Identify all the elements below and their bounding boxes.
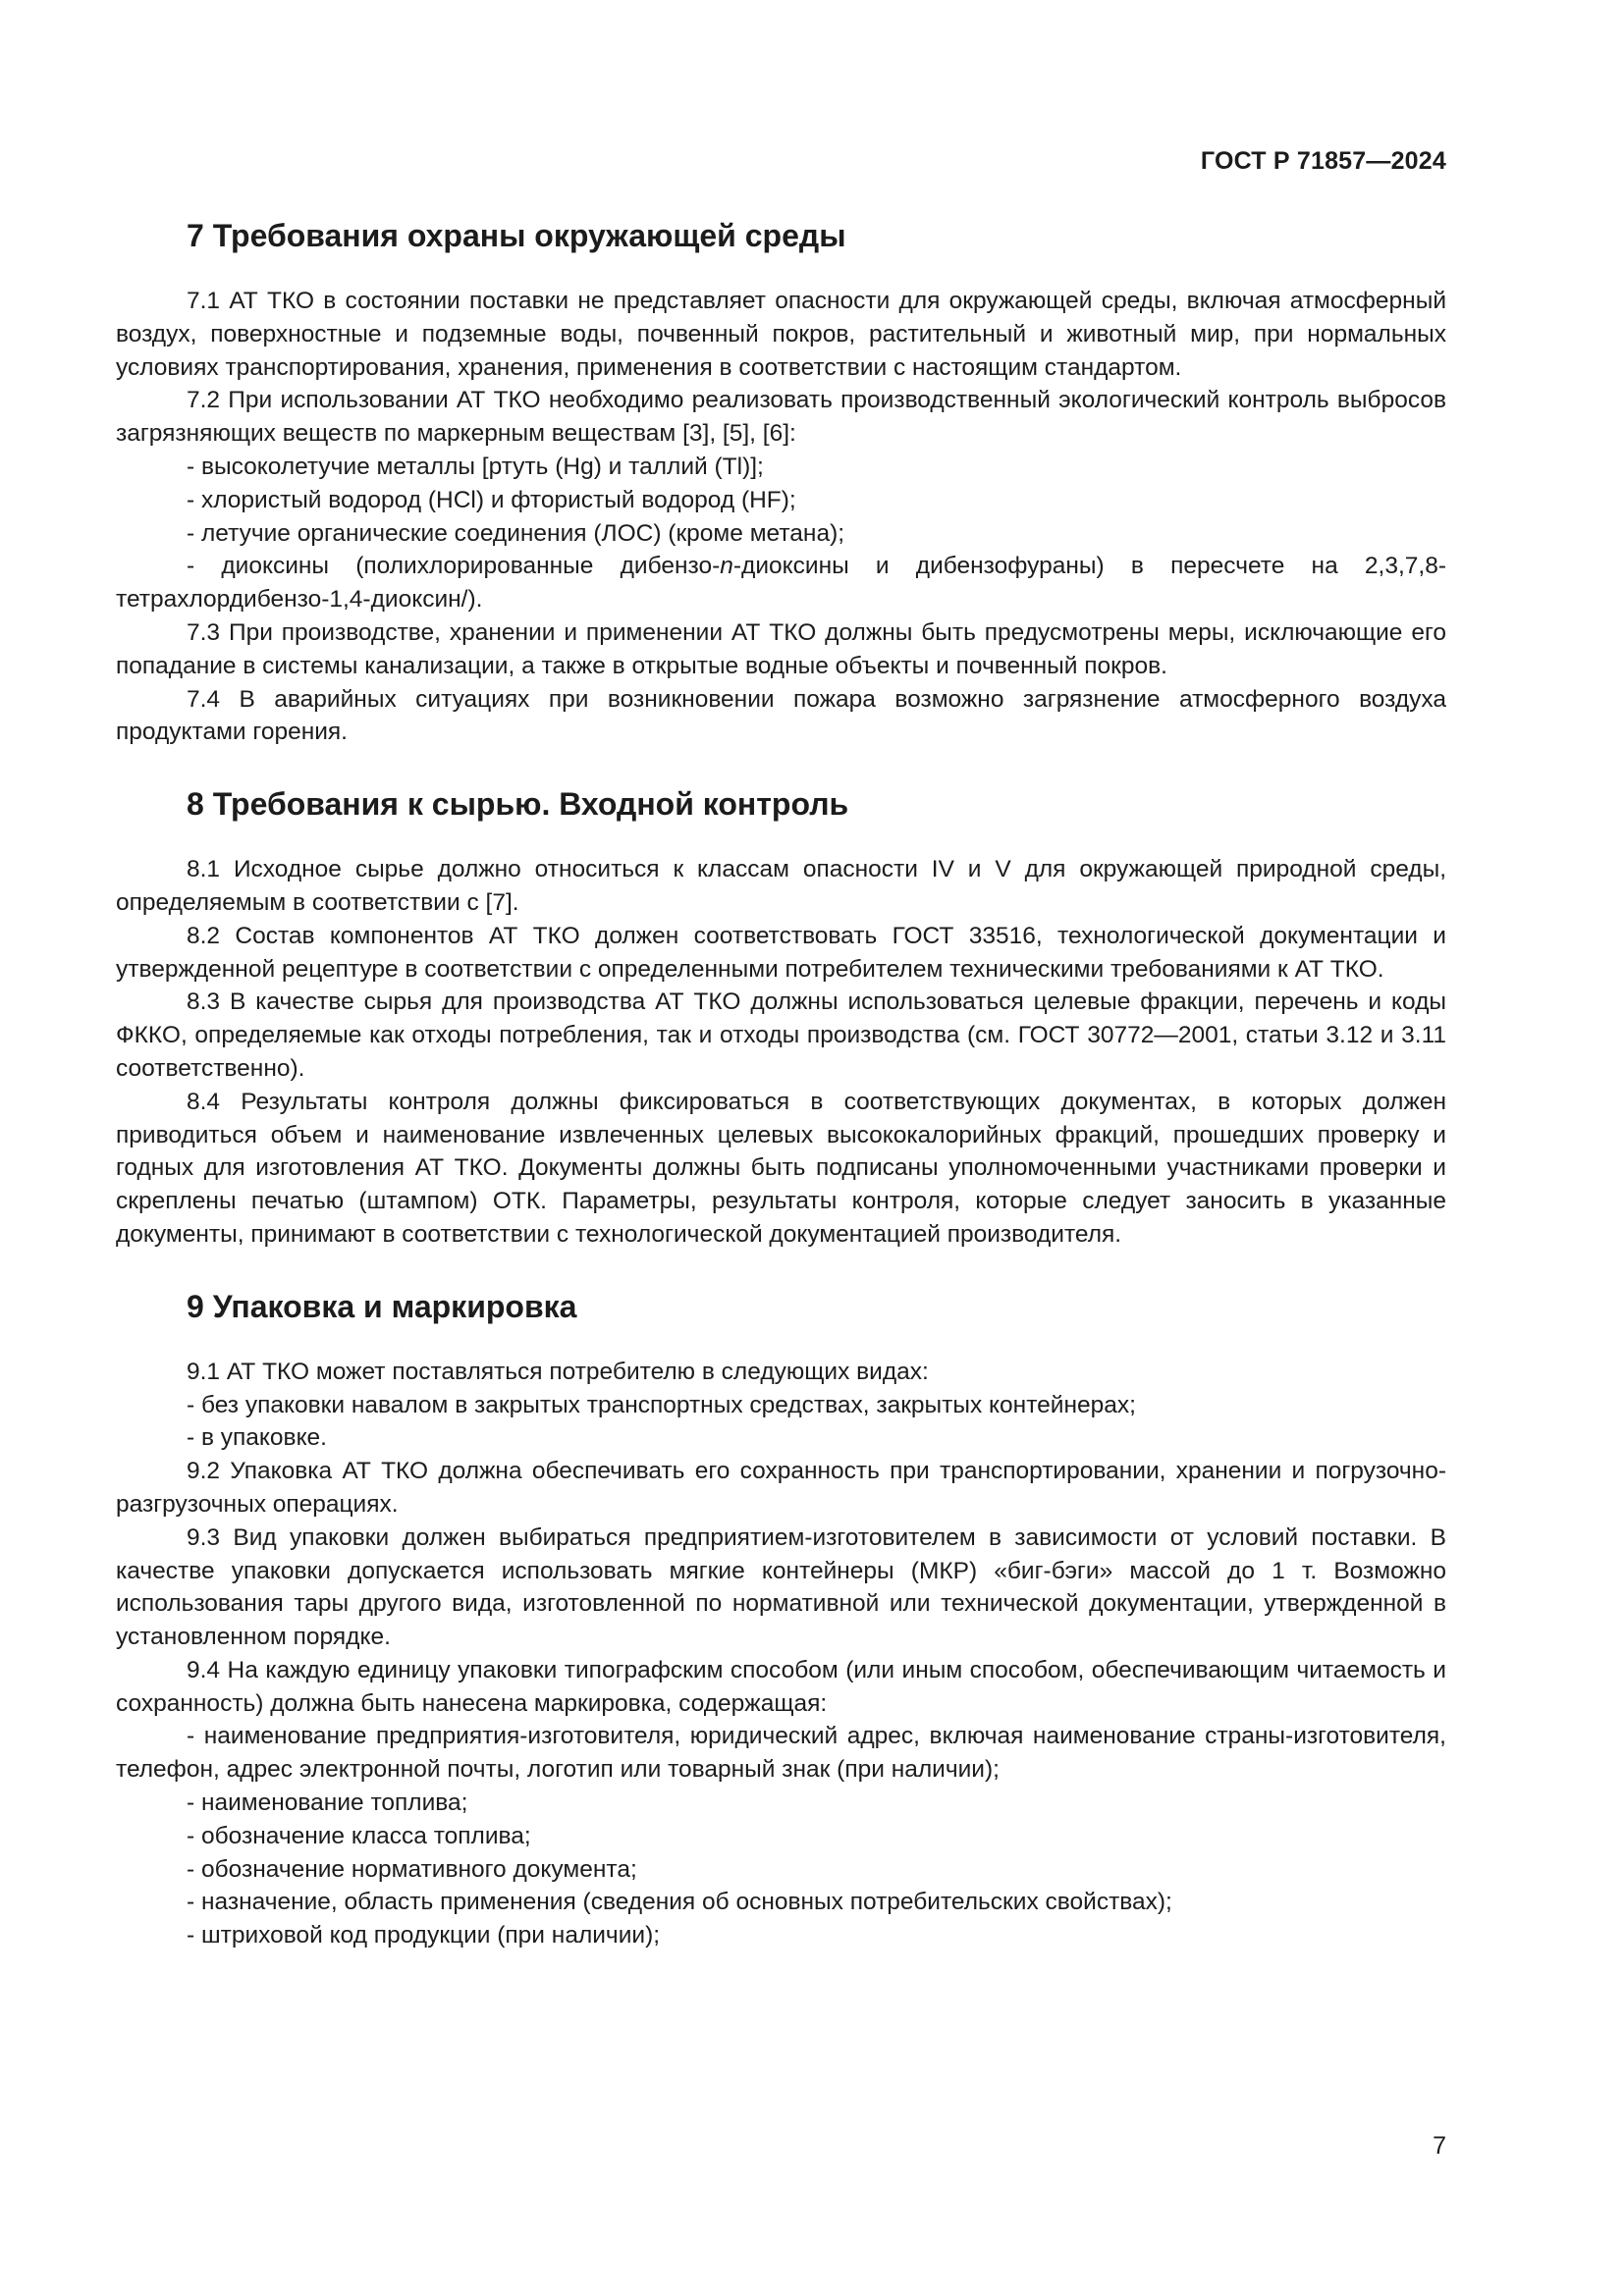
paragraph-9-1: 9.1 АТ ТКО может поставляться потребителю в следующих видах: (187, 1358, 929, 1385)
list-item: - высоколетучие металлы [ртуть (Hg) и таллий (Tl)]; (187, 453, 764, 480)
list-item: - штриховой код продукции (при наличии); (187, 1922, 661, 1949)
dioxin-text-start: - диоксины (полихлорированные дибензо- (187, 553, 721, 580)
paragraph-8-2: 8.2 Состав компонентов АТ ТКО должен соответствовать ГОСТ 33516, технологической документации и утвержденной рецептуре в соответствии с определенными потребителем техническими требованиями к АТ ТКО. (116, 922, 1446, 983)
paragraph-9-3: 9.3 Вид упаковки должен выбираться предприятием-изготовителем в зависимости от условий поставки. В качестве упаковки допускается использовать мягкие контейнеры (МКР) «биг-бэги» массой до 1 т. Возможно использования тары другого вида, изготовленной по нормативной или технической документации, утвержденной в установленном порядке. (116, 1523, 1446, 1651)
paragraph-7-2: 7.2 При использовании АТ ТКО необходимо реализовать производственный экологический контроль выбросов загрязняющих веществ по маркерным веществам [3], [5], [6]: (116, 387, 1446, 448)
section-8-title: 8 Требования к сырью. Входной контроль (187, 786, 849, 823)
paragraph-7-4: 7.4 В аварийных ситуациях при возникновении пожара возможно загрязнение атмосферного воздуха продуктами горения. (116, 685, 1446, 746)
dioxin-text-end: -диоксины и дибензофураны) в пересчете на 2,3,7,8-тетрахлордибензо-1,4-диоксин/). (116, 553, 1446, 614)
paragraph-8-1: 8.1 Исходное сырье должно относиться к классам опасности IV и V для окружающей природной среды, определяемым в соответствии с [7]. (116, 856, 1446, 916)
list-item: - хлористый водород (HCl) и фтористый водород (HF); (187, 486, 796, 513)
paragraph-7-1: 7.1 АТ ТКО в состоянии поставки не представляет опасности для окружающей среды, включая атмосферный воздух, поверхностные и подземные воды, почвенный покров, растительный и животный мир, при нормальных условиях транспортирования, хранения, применения в соответствии с настоящим стандартом. (116, 288, 1446, 381)
list-item: - наименование топлива; (187, 1789, 468, 1817)
list-item: - обозначение нормативного документа; (187, 1855, 637, 1883)
paragraph-7-3: 7.3 При производстве, хранении и применении АТ ТКО должны быть предусмотрены меры, исключающие его попадание в системы канализации, а также в открытые водные объекты и почвенный покров. (116, 618, 1446, 679)
list-item: - назначение, область применения (сведения об основных потребительских свойствах); (187, 1889, 1172, 1916)
list-item: - наименование предприятия-изготовителя, юридический адрес, включая наименование страны-изготовителя, телефон, адрес электронной почты, логотип или товарный знак (при наличии); (116, 1723, 1446, 1784)
page-number: 7 (1433, 2132, 1446, 2160)
section-7-title: 7 Требования охраны окружающей среды (187, 218, 846, 253)
page-content (116, 216, 1446, 1952)
list-item: - летучие органические соединения (ЛОС) (кроме метана); (187, 519, 845, 547)
paragraph-9-2: 9.2 Упаковка АТ ТКО должна обеспечивать его сохранность при транспортировании, хранении и погрузочно-разгрузочных операциях. (116, 1458, 1446, 1518)
list-item: - обозначение класса топлива; (187, 1822, 531, 1849)
list-item: - в упаковке. (187, 1424, 327, 1452)
paragraph-8-3: 8.3 В качестве сырья для производства АТ ТКО должны использоваться целевые фракции, перечень и коды ФККО, определяемые как отходы потребления, так и отходы производства (см. ГОСТ 30772—2001, статьи 3.12 и 3.11 соответственно). (116, 988, 1446, 1082)
paragraph-9-4: 9.4 На каждую единицу упаковки типографским способом (или иным способом, обеспечивающим читаемость и сохранность) должна быть нанесена маркировка, содержащая: (116, 1656, 1446, 1717)
document-code: ГОСТ Р 71857—2024 (1200, 147, 1446, 175)
paragraph-8-4: 8.4 Результаты контроля должны фиксироваться в соответствующих документах, в которых должен приводиться объем и наименование извлеченных целевых высококалорийных фракций, прошедших проверку и годных для изготовления АТ ТКО. Документы должны быть подписаны уполномоченными участниками проверки и скреплены печатью (штампом) ОТК. Параметры, результаты контроля, которые следует заносить в указанные документы, принимают в соответствии с технологической документацией производителя. (116, 1088, 1446, 1248)
dioxin-italic-n: n (720, 553, 733, 580)
list-item: - без упаковки навалом в закрытых транспортных средствах, закрытых контейнерах; (187, 1391, 1136, 1418)
list-item-dioxins (116, 550, 1446, 616)
section-9-title: 9 Упаковка и маркировка (187, 1288, 577, 1324)
